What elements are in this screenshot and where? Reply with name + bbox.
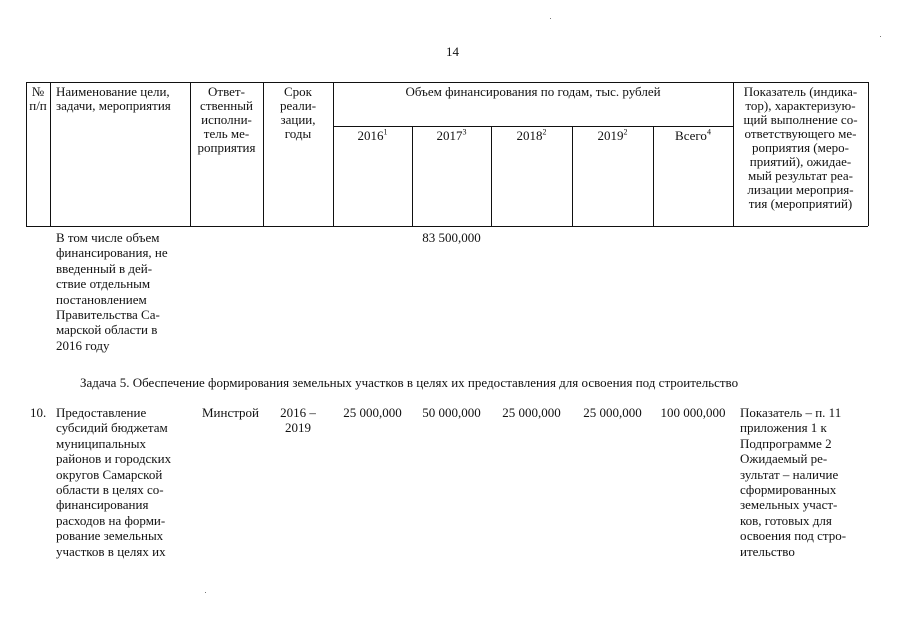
row-10-amount-2019: 25 000,000 <box>583 405 642 420</box>
header-year-2018: 2018$^2$ <box>516 127 547 143</box>
header-year-total: Всего$^4$ <box>675 127 711 143</box>
header-year-2019: 2019$^2$ <box>597 127 628 143</box>
row-10-executor: Минстрой <box>201 405 260 420</box>
row-10-amount-2016: 25 000,000 <box>343 405 402 420</box>
row-10-term: 2016 – 2019 <box>280 405 316 435</box>
header-year-2016: 2016$^1$ <box>357 127 388 143</box>
header-year-2017: 2017$^3$ <box>436 127 467 143</box>
header-col-name: Наименование цели, задачи, мероприятия <box>56 84 171 113</box>
row-10-name: Предоставление субсидий бюджетам муниципальных районов и городских округов Самарской области в целях со- финансирования расходов на форми- рование земельных участков в целях их <box>56 405 172 559</box>
row-10-number: 10. <box>30 405 47 420</box>
row-10-amount-2018: 25 000,000 <box>502 405 561 420</box>
task-5-title: Задача 5. Обеспечение формирования земельных участков в целях их предоставления для освоения под строительство <box>80 375 739 390</box>
scan-speck <box>880 36 881 37</box>
row-10-amount-total: 100 000,000 <box>660 405 726 420</box>
scan-speck <box>550 18 551 19</box>
header-col-executor: Ответ- ственный исполни- тель ме- роприятия <box>197 84 256 155</box>
row-including-name: В том числе объем финансирования, не введенный в дей- ствие отдельным постановлением Правительства Са- марской области в 2016 году <box>56 230 168 353</box>
header-col-number: № п/п <box>29 84 47 113</box>
row-10-indicator: Показатель – п. 11 приложения 1 к Подпрограмме 2 Ожидаемый ре- зультат – наличие сформированных земельных участ- ков, готовых для освоения под стро- ительство <box>740 405 847 559</box>
header-col-funding: Объем финансирования по годам, тыс. рублей <box>405 84 661 99</box>
scan-speck <box>205 592 206 593</box>
row-10-amount-2017: 50 000,000 <box>422 405 481 420</box>
row-including-amount-2017: 83 500,000 <box>422 230 481 245</box>
header-col-indicator: Показатель (индика- тор), характеризую- щий выполнение со- ответствующего ме- роприятия (меро- приятий), ожидае- мый результат реа- лизации мероприя- тия (мероприятий) <box>743 84 858 211</box>
header-col-term: Срок реали- зации, годы <box>279 84 317 141</box>
page-number: 14 <box>446 44 459 59</box>
